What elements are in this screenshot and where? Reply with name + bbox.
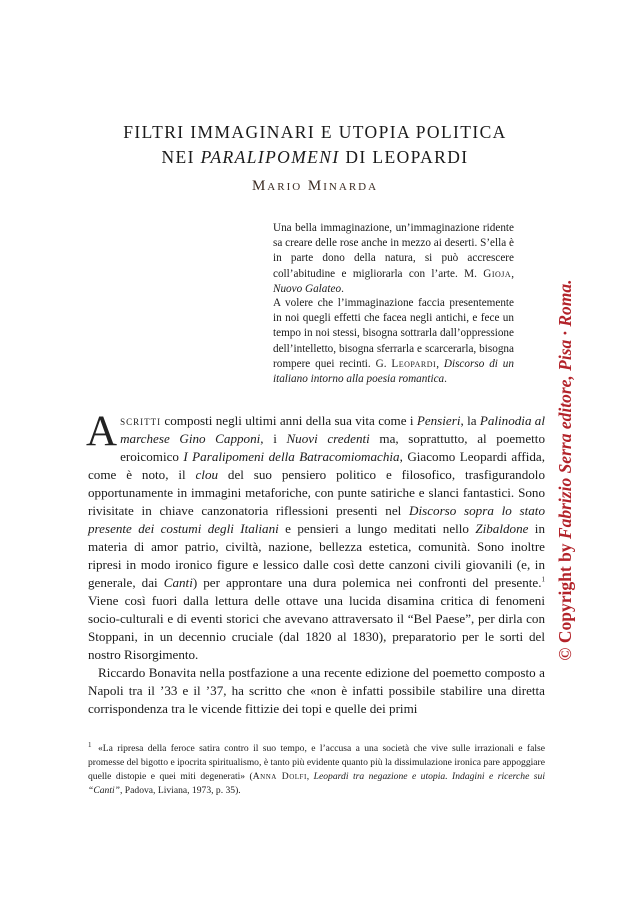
- epigraph-author: Leopardi: [391, 357, 437, 370]
- italic-title: Zibaldone: [475, 521, 529, 536]
- text-run: , Giacomo Leopardi affida, come è noto, il: [88, 449, 545, 482]
- paragraph-1: [86, 408, 545, 664]
- text-run: ) per approntare una dura polemica nei confronti del presente.: [192, 575, 542, 590]
- copyright-watermark: [555, 250, 575, 690]
- opening-word: scritti: [120, 413, 162, 428]
- italic-title: Discorso sopra lo stato presente dei costumi degli Italiani: [88, 503, 545, 536]
- drop-cap: A: [86, 408, 118, 455]
- italic-title: I Paralipomeni della Batracomiomachia: [183, 449, 400, 464]
- footnote-author: Anna Dolfi: [252, 771, 307, 782]
- title-italic-part: PARALIPOMENI: [200, 147, 340, 167]
- italic-title: Nuovi credenti: [286, 431, 370, 446]
- epigraph-work: Discorso di un italiano intorno alla poesia romantica: [273, 357, 514, 386]
- text-run: composti negli ultimi anni della sua vita come i: [161, 413, 417, 428]
- epigraph-end: .: [341, 282, 344, 295]
- footnote-sep: ,: [306, 771, 314, 782]
- text-run: ma, soprattutto, al poemetto eroicomico: [120, 431, 545, 464]
- text-run: , i: [260, 431, 287, 446]
- text-run: , la: [460, 413, 480, 428]
- epigraph-text: Una bella immaginazione, un’immaginazione ridente sa creare delle rose anche in mezzo ai deserti. S’ella è in parte dono della natura, si può accrescere coll’abitudine e migliorarla con l’arte. M.: [273, 222, 514, 280]
- italic-title: Canti: [163, 575, 193, 590]
- footnote-ref[interactable]: 1: [541, 575, 545, 584]
- epigraph-sep: ,: [436, 357, 444, 370]
- text-run: e pensieri a lungo meditati nello: [278, 521, 476, 536]
- footnote-text: «La ripresa della feroce satira contro il suo tempo, e l’accusa a una società che vive sulle irrazionali e false promesse del bigotto e ipocrita spiritualismo, è tanto più evidente quanto più la dissimulazione ironica pare appoggiare quelle distopie e quei miti degenerati» (: [88, 743, 545, 782]
- footnote-text: , Padova, Liviana, 1973, p. 35).: [120, 785, 241, 796]
- footnote: 1 «La ripresa della feroce satira contro il suo tempo, e l’accusa a una società che vive sulle irrazionali e false promesse del bigotto e ipocrita spiritualismo, è tanto più evidente quanto più la dissimulazione ironica pare appoggiare quelle distopie e quei miti degenerati» (Anna Dolfi, Leopardi tra negazione e utopia. Indagini e ricerche sui “Canti”, Padova, Liviana, 1973, p. 35).: [88, 740, 545, 796]
- text-run: Viene così fuori dalla lettura delle ottave una lucida disamina critica di fenomeni socio-culturali e di eventi storici che avevano attraversato il “Bel Paese”, per dirla con Stoppani, in un decennio cruciale (dal 1820 al 1830), preparatorio per le sorti del nostro Risorgimento.: [88, 593, 545, 662]
- body-text: [86, 408, 545, 718]
- epigraph-1: [273, 221, 514, 297]
- epigraph-sep: ,: [511, 267, 514, 280]
- italic-title: Pensieri: [416, 413, 461, 428]
- title-part: DI LEOPARDI: [339, 147, 469, 167]
- epigraph-end: .: [444, 373, 447, 386]
- paragraph-2: Riccardo Bonavita nella postfazione a una recente edizione del poemetto composto a Napoli tra il ’33 e il ’37, ha scritto che «non è infatti possibile stabilire una diretta corrispondenza tra le vicende fittizie dei topi e quelle dei primi: [88, 665, 545, 716]
- footnote-work: Leopardi tra negazione e utopia. Indagini e ricerche sui “Canti”: [88, 771, 545, 796]
- article-title-line-2: [60, 145, 570, 169]
- text-run: in materia di amor patrio, civiltà, nazione, bellezza estetica, comunità. Sono inoltre ripresi in modo ironico figure e lessico dalle così dette canzoni civili giovanili (e, in generale, dai: [88, 521, 545, 590]
- copyright-symbol: © Copyright by: [555, 539, 575, 661]
- epigraph-work: Nuovo Galateo: [273, 282, 342, 295]
- italic-title: clou: [195, 467, 219, 482]
- copyright-text: Fabrizio Serra editore, Pisa · Roma.: [555, 279, 575, 540]
- article-title-line-1: FILTRI IMMAGINARI E UTOPIA POLITICA: [123, 122, 507, 142]
- title-part: NEI: [161, 147, 201, 167]
- text-run: del suo pensiero politico e filosofico, trasfigurandolo opportunamente in immagini metaforiche, con punte satiriche e slanci fantastici. Sono rivisitate in chiave canzonatoria riflessioni presenti nel: [88, 467, 545, 518]
- author-name: Mario Minarda: [251, 178, 379, 194]
- italic-title: Palinodia al marchese Gino Capponi: [120, 413, 545, 446]
- epigraph-2: [273, 296, 514, 387]
- epigraph-author: Gioja: [483, 267, 512, 280]
- epigraph-text: A volere che l’immaginazione faccia presentemente in noi quegli effetti che facea negli antichi, e fece un tempo in noi stessi, bisogna sottrarla dall’oppressione dell’intelletto, bisogna sferrarla e scarcerarla, bisogna rompere quei recinti. G.: [273, 297, 514, 370]
